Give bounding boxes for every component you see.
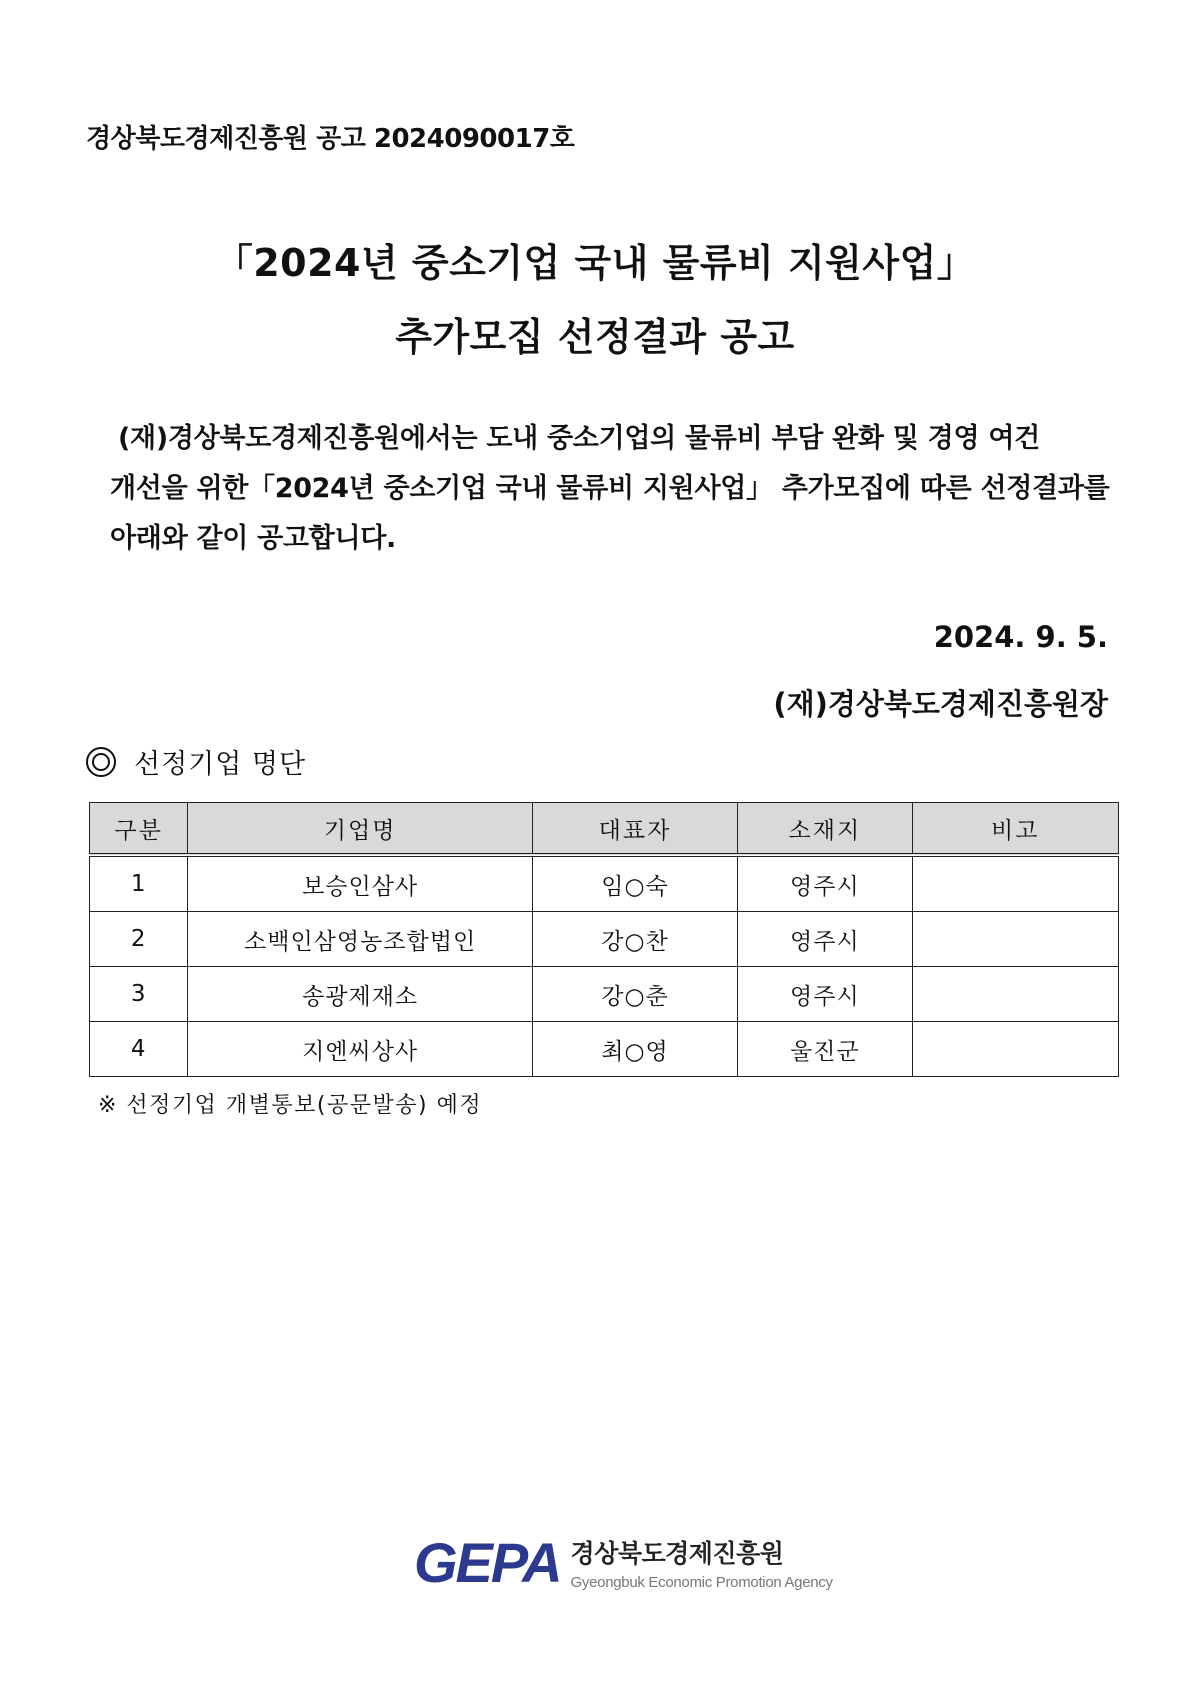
title-line-1: 「2024년 중소기업 국내 물류비 지원사업」 (214, 241, 976, 285)
cell-company: 소백인삼영농조합법인 (188, 912, 532, 967)
cell-no: 4 (90, 1022, 188, 1077)
body-line-2: 개선을 위한「2024년 중소기업 국내 물류비 지원사업」 추가모집에 따른 선정결과를 (110, 473, 1110, 504)
logo-mark: GEPA (414, 1531, 561, 1594)
cell-remarks (912, 1022, 1118, 1077)
issuer-name: (재)경상북도경제진흥원장 (773, 687, 1108, 721)
cell-representative: 강○춘 (532, 967, 737, 1022)
logo-name-en: Gyeongbuk Economic Promotion Agency (570, 1574, 833, 1591)
title-line-2: 추가모집 선정결과 공고 (395, 315, 795, 359)
cell-location: 울진군 (738, 1022, 912, 1077)
announcement-date: 2024. 9. 5. (933, 620, 1108, 654)
table-header-row (90, 803, 1119, 856)
body-line-3: 아래와 같이 공고합니다. (110, 523, 396, 554)
cell-company: 지엔씨상사 (188, 1022, 532, 1077)
cell-no: 3 (90, 967, 188, 1022)
cell-no: 1 (90, 855, 188, 912)
cell-remarks (912, 855, 1118, 912)
cell-location: 영주시 (738, 967, 912, 1022)
notice-number: 경상북도경제진흥원 공고 2024090017호 (86, 124, 575, 154)
cell-no: 2 (90, 912, 188, 967)
header-representative: 대표자 (532, 803, 737, 856)
header-remarks: 비고 (912, 803, 1118, 856)
cell-representative: 임○숙 (532, 855, 737, 912)
footnote: ※ 선정기업 개별통보(공문발송) 예정 (98, 1093, 483, 1118)
header-company: 기업명 (188, 803, 532, 856)
logo-name-kr: 경상북도경제진흥원 (570, 1539, 784, 1568)
table-row (90, 967, 1119, 1022)
section-heading (86, 742, 306, 781)
cell-location: 영주시 (738, 912, 912, 967)
selected-companies-table (89, 802, 1119, 1077)
cell-location: 영주시 (738, 855, 912, 912)
double-circle-icon (86, 747, 116, 777)
header-location: 소재지 (738, 803, 912, 856)
cell-company: 보승인삼사 (188, 855, 532, 912)
table-row (90, 855, 1119, 912)
announcement-body (110, 414, 1120, 564)
cell-representative: 강○찬 (532, 912, 737, 967)
cell-remarks (912, 912, 1118, 967)
cell-company: 송광제재소 (188, 967, 532, 1022)
header-category: 구분 (90, 803, 188, 856)
gepa-logo (414, 1530, 833, 1595)
cell-representative: 최○영 (532, 1022, 737, 1077)
table-row (90, 1022, 1119, 1077)
cell-remarks (912, 967, 1118, 1022)
section-title: 선정기업 명단 (134, 749, 307, 780)
table-row (90, 912, 1119, 967)
body-line-1: (재)경상북도경제진흥원에서는 도내 중소기업의 물류비 부담 완화 및 경영 여건 (118, 423, 1040, 454)
